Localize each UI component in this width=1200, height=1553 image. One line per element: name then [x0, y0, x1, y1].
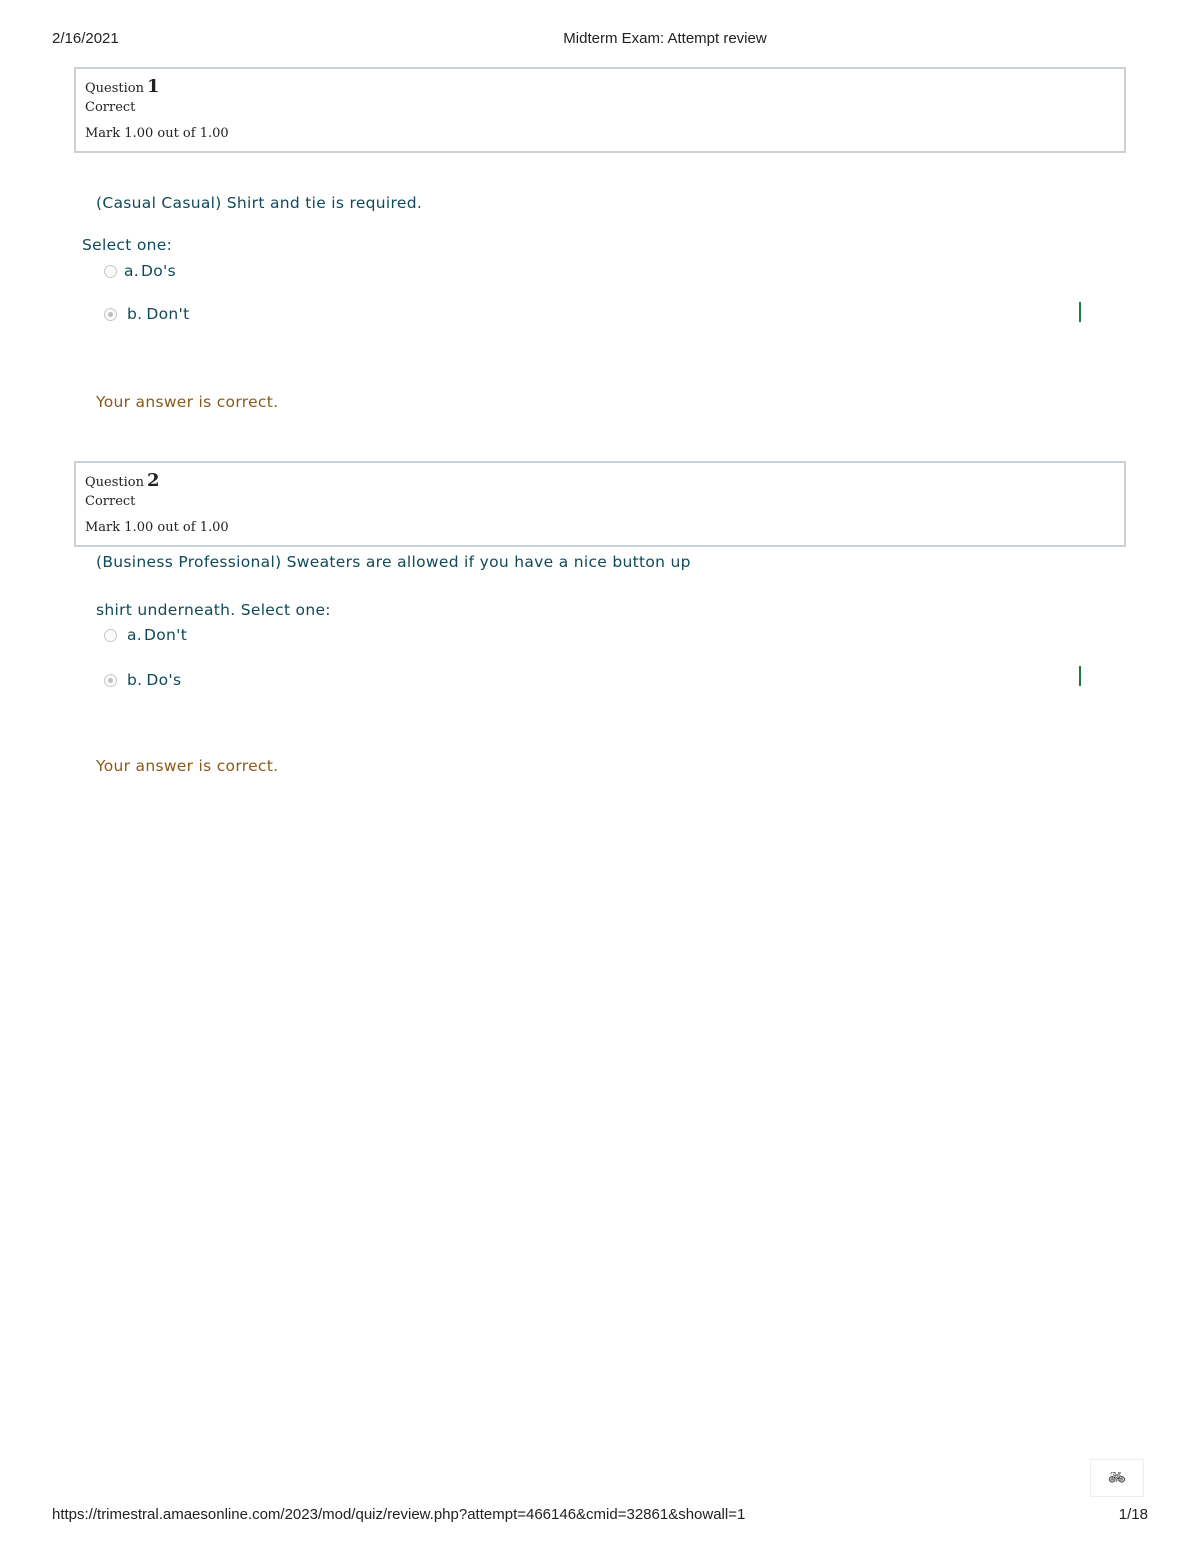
question-number: [85, 76, 160, 97]
question-2-text-line-2: shirt underneath. Select one:: [96, 601, 331, 619]
correct-tick-icon: [1079, 666, 1081, 686]
option-text: Don't: [146, 305, 190, 323]
question-2-feedback: Your answer is correct.: [96, 757, 279, 775]
option-letter: a.: [127, 626, 143, 644]
question-label: Question: [85, 475, 144, 490]
question-grade: Mark 1.00 out of 1.00: [85, 126, 229, 141]
question-2-info: [74, 461, 1126, 547]
question-1-option-a[interactable]: [104, 262, 176, 280]
page-url: https://trimestral.amaesonline.com/2023/mod/quiz/review.php?attempt=466146&cmid=32861&showall=1: [52, 1506, 746, 1523]
question-state: Correct: [85, 100, 136, 115]
question-2-text-line-1: (Business Professional) Sweaters are allowed if you have a nice button up: [96, 553, 691, 571]
page-title: Midterm Exam: Attempt review: [563, 30, 767, 47]
radio-button[interactable]: [104, 265, 117, 278]
question-1-feedback: Your answer is correct.: [96, 393, 279, 411]
question-number-value: 2: [146, 470, 160, 491]
option-letter: b.: [127, 305, 143, 323]
print-date: 2/16/2021: [52, 30, 119, 47]
radio-button-selected[interactable]: [104, 674, 117, 687]
question-1-prompt: Select one:: [82, 236, 173, 254]
question-label: Question: [85, 81, 144, 96]
radio-button-selected[interactable]: [104, 308, 117, 321]
bicycle-icon[interactable]: 🚲︎: [1090, 1459, 1144, 1497]
question-1-info: [74, 67, 1126, 153]
option-letter: b.: [127, 671, 143, 689]
question-2-option-b[interactable]: [104, 671, 181, 689]
option-text: Don't: [144, 626, 188, 644]
question-1-text: (Casual Casual) Shirt and tie is required.: [96, 194, 423, 212]
option-text: Do's: [146, 671, 182, 689]
option-text: Do's: [141, 262, 176, 280]
correct-tick-icon: [1079, 302, 1081, 322]
question-grade: Mark 1.00 out of 1.00: [85, 520, 229, 535]
radio-button[interactable]: [104, 629, 117, 642]
question-state: Correct: [85, 494, 136, 509]
question-number: [85, 470, 160, 491]
question-1-option-b[interactable]: [104, 305, 189, 323]
page-counter: 1/18: [1118, 1506, 1148, 1523]
option-letter: a.: [124, 262, 140, 280]
question-2-option-a[interactable]: [104, 626, 187, 644]
question-number-value: 1: [146, 76, 160, 97]
